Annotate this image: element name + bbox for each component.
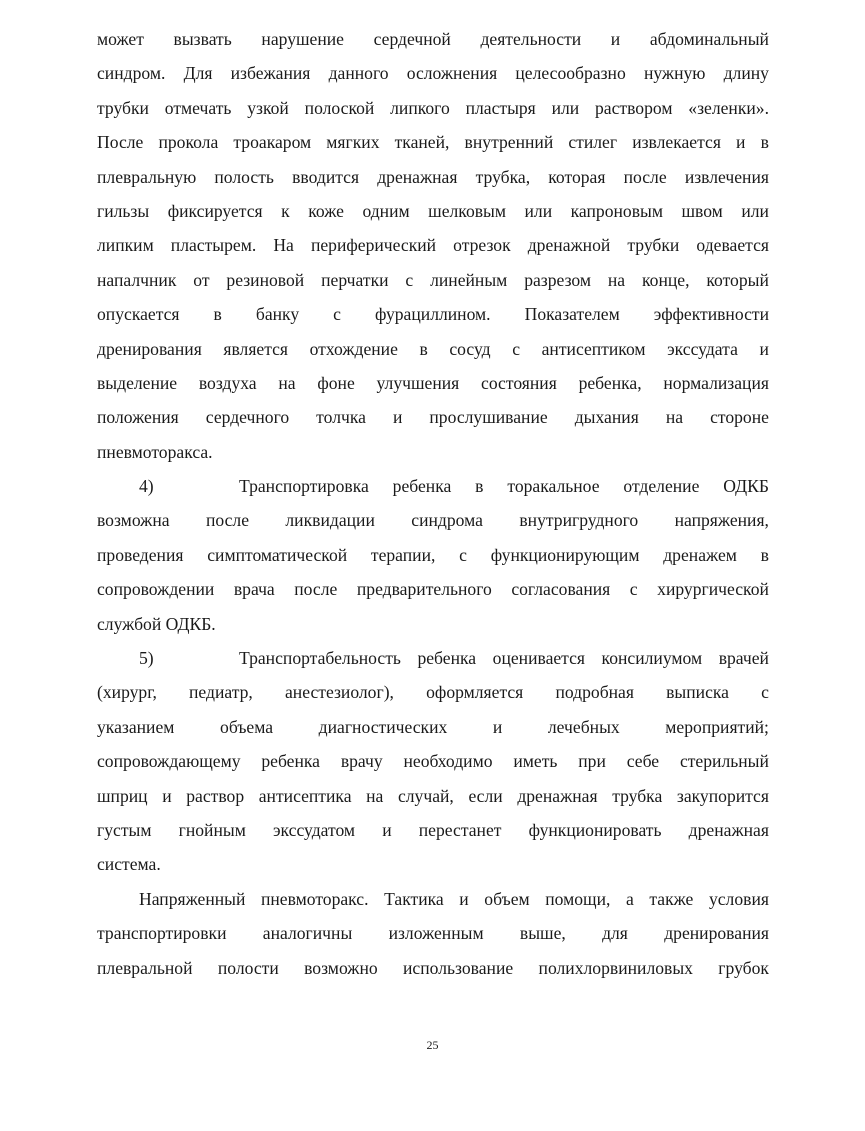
- word: На: [273, 235, 294, 256]
- word: и: [736, 132, 746, 153]
- word: использование: [403, 957, 514, 978]
- list-item-number: 5): [139, 648, 154, 669]
- word: плевральную: [97, 166, 197, 187]
- word: Показателем: [524, 304, 620, 325]
- word: дренирования: [97, 338, 202, 359]
- word: пневмоторакс.: [260, 888, 369, 909]
- word: ликвидации: [285, 510, 375, 531]
- word: дренажная: [517, 785, 598, 806]
- word: швом: [681, 200, 723, 221]
- word: извлечения: [684, 166, 769, 187]
- word: ребенка: [417, 648, 477, 669]
- word: внутренний: [464, 132, 554, 153]
- word: данного: [328, 63, 389, 84]
- word: положения: [97, 407, 179, 428]
- word: может: [97, 29, 144, 49]
- word: стороне: [710, 407, 769, 428]
- word: вызвать: [173, 29, 232, 49]
- word: необходимо: [403, 751, 493, 772]
- text-line: [97, 22, 769, 56]
- word: после: [294, 579, 338, 600]
- word: при: [578, 751, 606, 772]
- text-line: [97, 916, 769, 950]
- word: длину: [723, 63, 769, 84]
- text-line: [97, 263, 769, 297]
- word: конце,: [642, 269, 690, 290]
- word: в: [475, 476, 484, 497]
- word: гильзы: [97, 200, 150, 221]
- text-line: [97, 710, 769, 744]
- word: одевается: [696, 235, 769, 256]
- word: а: [625, 888, 634, 909]
- word: хирургической: [657, 579, 769, 600]
- word: гнойным: [178, 819, 246, 840]
- word: целесообразно: [515, 63, 626, 84]
- word: сосуд: [449, 338, 491, 359]
- word: улучшения: [376, 372, 460, 393]
- word: пластырем.: [170, 235, 257, 256]
- word: и: [162, 785, 172, 806]
- text-line: пневмоторакса.: [97, 441, 213, 462]
- word: дренажной: [527, 235, 611, 256]
- word: также: [649, 888, 694, 909]
- word: с: [459, 544, 467, 565]
- word: указанием: [97, 716, 175, 737]
- word: проведения: [97, 544, 184, 565]
- word: резиновой: [226, 269, 305, 290]
- word: сопровождении: [97, 579, 215, 600]
- word: согласования: [511, 579, 611, 600]
- word: анестезиолог),: [284, 682, 394, 703]
- word: фоне: [317, 372, 355, 393]
- text-line: [97, 951, 769, 985]
- word: или: [741, 200, 769, 221]
- word: дренирования: [664, 923, 769, 944]
- word: эффективности: [653, 304, 769, 325]
- word: выше,: [519, 923, 566, 944]
- word: узкой: [247, 97, 289, 118]
- word: дренажем: [663, 544, 737, 565]
- text-line: [97, 779, 769, 813]
- word: коже: [308, 200, 344, 221]
- word: оформляется: [426, 682, 524, 703]
- word: Транспортировка: [239, 476, 369, 497]
- word: помощи,: [545, 888, 611, 909]
- word: отрезок: [453, 235, 511, 256]
- word: терапии,: [370, 544, 436, 565]
- word: с: [405, 269, 414, 290]
- word: в: [213, 304, 222, 325]
- word: на: [278, 372, 296, 393]
- word: себе: [626, 751, 660, 772]
- text-line: [97, 228, 769, 262]
- word: напряжения,: [674, 510, 769, 531]
- word: возможно: [304, 957, 378, 978]
- word: отхождение: [309, 338, 398, 359]
- word: раствор: [186, 785, 245, 806]
- word: «зеленки».: [688, 97, 769, 118]
- word: Напряженный: [139, 888, 246, 909]
- word: отмечать: [164, 97, 232, 118]
- text-line: службой ОДКБ.: [97, 613, 216, 634]
- word: случай,: [397, 785, 454, 806]
- word: или: [524, 200, 553, 221]
- word: выделение: [97, 372, 178, 393]
- word: банку: [255, 304, 300, 325]
- word: вводится: [292, 166, 360, 187]
- word: пластыря: [465, 97, 536, 118]
- word: иметь: [513, 751, 558, 772]
- word: перчатки: [321, 269, 389, 290]
- word: шприц: [97, 785, 148, 806]
- word: функционировать: [528, 819, 662, 840]
- word: полость: [214, 166, 274, 187]
- word: выписка: [666, 682, 729, 703]
- word: напалчник: [97, 269, 177, 290]
- word: диагностических: [318, 716, 448, 737]
- word: объема: [220, 716, 274, 737]
- word: консилиумом: [601, 648, 703, 669]
- word: полоской: [304, 97, 375, 118]
- text-line: [97, 813, 769, 847]
- text-line: [97, 125, 769, 159]
- word: или: [551, 97, 580, 118]
- word: Для: [183, 63, 213, 84]
- word: если: [468, 785, 503, 806]
- word: с: [761, 682, 769, 703]
- word: полости: [217, 957, 279, 978]
- word: закупорится: [676, 785, 769, 806]
- word: трубки: [627, 235, 680, 256]
- list-item-number: 4): [139, 476, 154, 497]
- word: и: [382, 819, 392, 840]
- word: в: [419, 338, 428, 359]
- word: шелковым: [428, 200, 507, 221]
- page-number: 25: [426, 1038, 439, 1052]
- word: капроновым: [570, 200, 663, 221]
- text-line: [97, 194, 769, 228]
- text-line: [97, 160, 769, 194]
- word: аналогичны: [262, 923, 353, 944]
- word: и: [492, 716, 503, 737]
- word: экссудата: [667, 338, 738, 359]
- word: синдрома: [411, 510, 483, 531]
- text-line: [97, 332, 769, 366]
- word: врачу: [340, 751, 383, 772]
- word: с: [629, 579, 638, 600]
- word: липкого: [390, 97, 450, 118]
- text-line: [97, 675, 769, 709]
- word: отделение: [623, 476, 700, 497]
- word: и: [459, 888, 469, 909]
- word: плевральной: [97, 957, 193, 978]
- word: дренажная: [377, 166, 458, 187]
- word: трубка: [612, 785, 663, 806]
- word: ребенка,: [578, 372, 642, 393]
- text-line: [97, 744, 769, 778]
- word: периферический: [310, 235, 437, 256]
- word: антисептика: [258, 785, 352, 806]
- word: условия: [708, 888, 769, 909]
- word: симптоматической: [207, 544, 348, 565]
- word: экссудатом: [272, 819, 356, 840]
- word: дренажная: [688, 819, 769, 840]
- word: Тактика: [384, 888, 444, 909]
- word: является: [223, 338, 289, 359]
- word: нормализация: [663, 372, 769, 393]
- word: деятельности: [480, 29, 582, 49]
- word: мероприятий;: [665, 716, 769, 737]
- word: ребенка: [392, 476, 452, 497]
- word: трубка,: [475, 166, 531, 187]
- word: линейным: [430, 269, 508, 290]
- document-body: [97, 22, 769, 985]
- word: состояния: [481, 372, 557, 393]
- word: функционирующим: [490, 544, 640, 565]
- word: осложнения: [406, 63, 498, 84]
- word: предварительного: [356, 579, 492, 600]
- word: с: [333, 304, 341, 325]
- word: извлекается: [632, 132, 721, 153]
- word: сердечного: [205, 407, 290, 428]
- word: одним: [362, 200, 410, 221]
- word: на: [665, 407, 684, 428]
- word: избежания: [230, 63, 311, 84]
- word: троакаром: [233, 132, 312, 153]
- word: грубок: [718, 957, 769, 978]
- word: после: [205, 510, 250, 531]
- word: с: [512, 338, 521, 359]
- word: внутригрудного: [519, 510, 639, 531]
- text-line: [97, 400, 769, 434]
- text-line: [239, 469, 769, 503]
- word: дыхания: [574, 407, 639, 428]
- word: педиатр,: [189, 682, 253, 703]
- word: Транспортабельность: [239, 648, 401, 669]
- word: нужную: [643, 63, 706, 84]
- word: синдром.: [97, 63, 166, 84]
- word: транспортировки: [97, 923, 227, 944]
- word: фурациллином.: [375, 304, 491, 325]
- word: стерильный: [679, 751, 769, 772]
- word: После: [97, 132, 144, 153]
- word: ребенка: [261, 751, 320, 772]
- word: мягких: [326, 132, 380, 153]
- word: врачей: [718, 648, 769, 669]
- word: фиксируется: [167, 200, 263, 221]
- word: толчка: [316, 407, 366, 428]
- word: в: [760, 544, 769, 565]
- word: и: [759, 338, 769, 359]
- text-line: [97, 572, 769, 606]
- word: на: [366, 785, 384, 806]
- word: на: [607, 269, 626, 290]
- word: прослушивание: [429, 407, 548, 428]
- word: полихлорвиниловых: [538, 957, 693, 978]
- word: прокола: [158, 132, 219, 153]
- word: тканей,: [394, 132, 450, 153]
- word: для: [602, 923, 628, 944]
- word: абдоминальный: [649, 29, 769, 49]
- word: к: [281, 200, 290, 221]
- word: трубки: [97, 97, 149, 118]
- text-line: [97, 538, 769, 572]
- word: стилег: [568, 132, 618, 153]
- word: антисептиком: [541, 338, 646, 359]
- word: возможна: [97, 510, 170, 531]
- text-line: [97, 56, 769, 90]
- word: и: [610, 29, 621, 49]
- word: которая: [548, 166, 606, 187]
- word: после: [623, 166, 667, 187]
- word: врача: [233, 579, 275, 600]
- text-line: [97, 91, 769, 125]
- word: в: [760, 132, 769, 153]
- word: раствором: [595, 97, 673, 118]
- word: липким: [97, 235, 154, 256]
- word: лечебных: [547, 716, 620, 737]
- text-line: [239, 641, 769, 675]
- word: нарушение: [261, 29, 344, 49]
- word: изложенным: [388, 923, 484, 944]
- word: воздуха: [198, 372, 257, 393]
- word: торакальное: [507, 476, 600, 497]
- word: (хирург,: [97, 682, 157, 703]
- list-item-4-first-line: [97, 469, 769, 503]
- word: перестанет: [418, 819, 502, 840]
- word: от: [193, 269, 210, 290]
- word: сердечной: [373, 29, 451, 49]
- word: который: [706, 269, 769, 290]
- paragraph-first-line: [97, 882, 769, 916]
- word: объем: [484, 888, 530, 909]
- list-item-5-first-line: [97, 641, 769, 675]
- word: густым: [97, 819, 152, 840]
- text-line: [97, 366, 769, 400]
- word: подробная: [555, 682, 634, 703]
- word: оценивается: [492, 648, 585, 669]
- text-line: система.: [97, 854, 161, 875]
- word: и: [392, 407, 403, 428]
- word: ОДКБ: [723, 476, 769, 497]
- text-line: [97, 503, 769, 537]
- text-line: [97, 297, 769, 331]
- word: сопровождающему: [97, 751, 241, 772]
- word: разрезом: [524, 269, 592, 290]
- word: опускается: [97, 304, 180, 325]
